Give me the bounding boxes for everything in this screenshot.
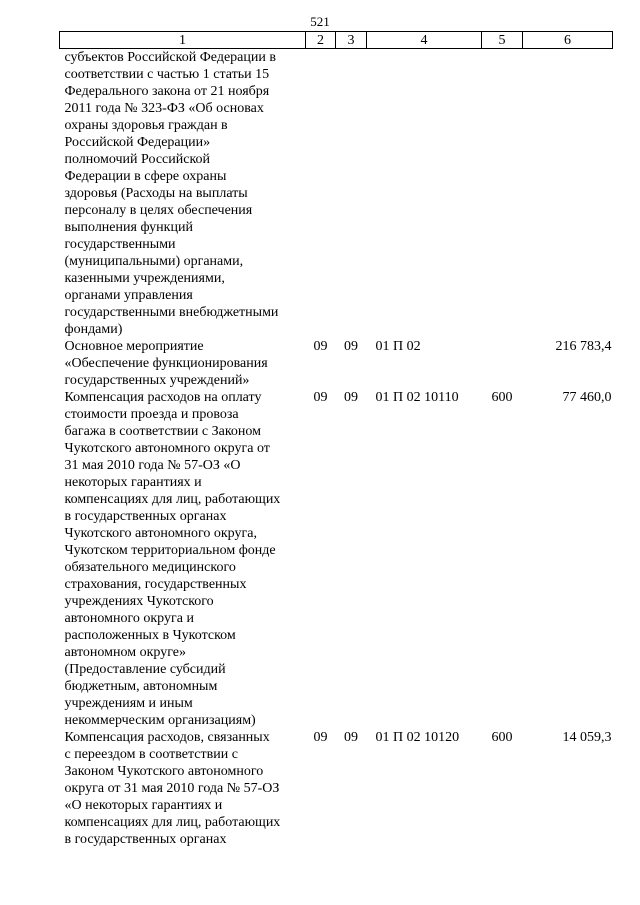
- row-amount: 14 059,3: [562, 730, 612, 745]
- row-target-article: 01 П 02 10120: [375, 730, 460, 745]
- row-description: Компенсация расходов, связанных с переездом в соответствии с Законом Чукотского автономного округа от 31 мая 2010 года № 57-ОЗ «О некоторых гарантиях и компенсациях для лиц, работающих в государственных органах: [64, 730, 281, 847]
- row-subsection: 09: [344, 390, 358, 405]
- row-amount: 77 460,0: [562, 390, 612, 405]
- row-section: 09: [313, 339, 328, 354]
- column-header-5: 5: [482, 32, 523, 49]
- table-row: [60, 389, 613, 729]
- row-subsection: [336, 49, 367, 339]
- row-subsection: 09: [344, 339, 358, 354]
- row-expense-type: [482, 338, 523, 389]
- column-header-2: 2: [306, 32, 336, 49]
- row-expense-type: [482, 49, 523, 339]
- table-row: [60, 338, 613, 389]
- row-description: Компенсация расходов на оплату стоимости проезда и провоза багажа в соответствии с Законом Чукотского автономного округа от 31 мая 2010 года № 57-ОЗ «О некоторых гарантиях и компенсациях для лиц, работающих в государственных органах Чукотского автономного округа, Чукотском территориальном фонде обязательного медицинского страхования, государственных учреждениях Чукотского автономного округа и расположенных в Чукотском автономном округе» (Предоставление субсидий бюджетным, автономным учреждениям и иным некоммерческим организациям): [64, 390, 281, 728]
- row-target-article: [367, 49, 482, 339]
- row-expense-type: 600: [491, 390, 513, 405]
- row-description: Основное мероприятие «Обеспечение функционирования государственных учреждений»: [64, 339, 268, 388]
- row-target-article: 01 П 02: [375, 339, 421, 354]
- row-subsection: 09: [344, 730, 358, 745]
- table-row: [60, 49, 613, 339]
- page-number: 521: [310, 14, 330, 29]
- row-amount: [523, 49, 613, 339]
- row-target-article: 01 П 02 10110: [375, 390, 459, 405]
- budget-table: [59, 31, 613, 848]
- column-header-1: 1: [60, 32, 306, 49]
- column-header-3: 3: [336, 32, 367, 49]
- row-description: субъектов Российской Федерации в соответствии с частью 1 статьи 15 Федерального закона от 21 ноября 2011 года № 323-ФЗ «Об основах охраны здоровья граждан в Российской Федерации» полномочий Российской Федерации в сфере охраны здоровья (Расходы на выплаты персоналу в целях обеспечения выполнения функций государственными (муниципальными) органами, казенными учреждениями, органами управления государственными внебюджетными фондами): [64, 50, 279, 337]
- table-row: [60, 729, 613, 848]
- row-expense-type: 600: [491, 730, 513, 745]
- table-header-row: [60, 32, 613, 49]
- row-amount: 216 783,4: [555, 339, 612, 354]
- column-header-6: 6: [523, 32, 613, 49]
- row-section: [306, 49, 336, 339]
- row-section: 09: [313, 390, 328, 405]
- row-section: 09: [313, 730, 328, 745]
- column-header-4: 4: [367, 32, 482, 49]
